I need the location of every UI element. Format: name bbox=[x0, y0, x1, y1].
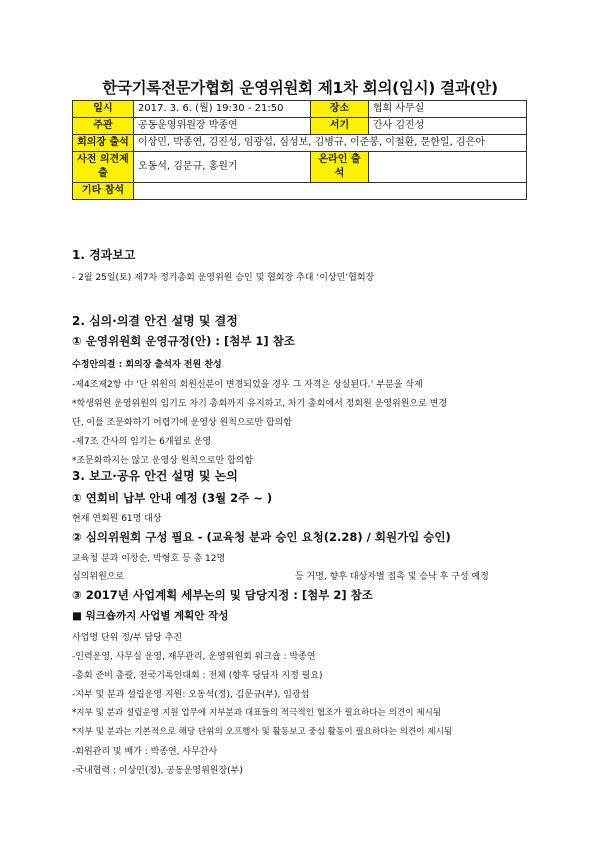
host-label: 주관 bbox=[73, 118, 134, 135]
section-3-item-3-line: *지부 및 분과는 기본적으로 해당 단위의 오프행사 및 활동보고 중심 활동이 필요하다는 의견이 제시됨 bbox=[72, 727, 453, 737]
section-3-item-2-line-end: 등 거명, 향후 대상자별 접촉 및 승낙 후 구성 예정 bbox=[295, 572, 489, 582]
secretary-value: 간사 김진성 bbox=[368, 118, 526, 135]
table-row bbox=[73, 135, 527, 152]
section-3-item-2-heading: ② 심의위원회 구성 필요 - (교육청 분과 승인 요청(2.28) / 회원가입 승인) bbox=[72, 530, 451, 544]
attendees-label: 회의장 출석 bbox=[73, 135, 134, 152]
table-row bbox=[73, 101, 527, 118]
table-row bbox=[73, 183, 527, 200]
section-3-item-1-heading: ① 연회비 납부 안내 예정 (3월 2주 ~ ) bbox=[72, 491, 273, 505]
section-2-item-1-line: -제4조제2항 中 ‘단 위원의 회원신분이 변경되었을 경우 그 자격은 상실된다.’ 부분을 삭제 bbox=[72, 380, 423, 390]
date-label: 일시 bbox=[73, 101, 134, 118]
section-2-heading: 2. 심의·의결 안건 설명 및 결정 bbox=[72, 314, 238, 328]
online-attendance-value bbox=[368, 152, 526, 183]
section-1-heading: 1. 경과보고 bbox=[72, 248, 136, 262]
section-2-item-1-heading: ① 운영위원회 운영규정(안) : [첨부 1] 참조 bbox=[72, 334, 295, 348]
section-3-item-3-subheading: ■ 워크숍까지 사업별 계획안 작성 bbox=[72, 610, 229, 622]
prior-opinion-label: 사전 의견제출 bbox=[73, 152, 134, 183]
document-title: 한국기록전문가협회 운영위원회 제1차 회의(임시) 결과(안) bbox=[102, 79, 498, 97]
section-2-item-1-line: 단, 이를 조문화하기 어렵기에 운영상 원칙으로만 합의함 bbox=[72, 418, 292, 428]
place-value: 협회 사무실 bbox=[368, 101, 526, 118]
section-3-item-2-line: 교육청 분과 이창순, 박형호 등 총 12명 bbox=[72, 554, 226, 564]
date-value: 2017. 3. 6. (월) 19:30 - 21:50 bbox=[133, 101, 310, 118]
section-3-item-2-line-start: 심의위원으로 bbox=[72, 572, 125, 582]
section-3-heading: 3. 보고·공유 안건 설명 및 논의 bbox=[72, 469, 238, 483]
table-row bbox=[73, 118, 527, 135]
prior-opinion-value: 오동석, 김문규, 홍원기 bbox=[133, 152, 310, 183]
table-row bbox=[73, 152, 527, 183]
section-2-item-1-line: *학생위원 운영위원의 임기도 차기 총회까지 유지하고, 차기 총회에서 정회원 운영위원으로 변경 bbox=[72, 399, 448, 409]
section-3-item-3-line: -지부 및 분과 설립운영 지원: 오동석(정), 김문규(부), 임광섭 bbox=[72, 690, 310, 700]
section-3-item-3-line: -인력운영, 사무실 운영, 재무관리, 운영위원회 워크숍 : 박종연 bbox=[72, 652, 316, 662]
section-3-item-3-heading: ③ 2017년 사업계획 세부논의 및 담당지정 : [첨부 2] 참조 bbox=[72, 588, 373, 602]
meeting-info-table bbox=[72, 100, 527, 200]
section-3-item-3-line: 사업명 단위 정/부 담당 추진 bbox=[72, 633, 183, 643]
other-attendance-value bbox=[133, 183, 526, 200]
section-3-item-3-line: *지부 및 분과 설립운영 지원 업무에 지부분과 대표들의 적극적인 협조가 필요하다는 의견이 제시됨 bbox=[72, 708, 442, 718]
attendees-value: 이상민, 박종연, 김진성, 임광섭, 심성보, 김병규, 이준봉, 이철환, 문한일, 김은아 bbox=[133, 135, 526, 152]
section-3-item-3-line: -국내협력 : 이상민(정), 공동운영위원장(부) bbox=[72, 766, 243, 776]
online-attendance-label: 온라인 출석 bbox=[311, 152, 369, 183]
section-3-item-1-line: 현재 연회원 61명 대상 bbox=[72, 514, 162, 524]
section-3-item-3-line: -회원관리 및 배가 : 박종연, 사무간사 bbox=[72, 747, 218, 757]
section-2-item-1-line: -제7조 간사의 임기는 6개월로 운영 bbox=[72, 437, 212, 447]
section-2-item-1-line: *조문화하지는 않고 운영상 원칙으로만 합의함 bbox=[72, 456, 254, 466]
other-attendance-label: 기타 참석 bbox=[73, 183, 134, 200]
section-3-item-3-line: -총회 준비 총괄, 전국기록인대회 : 전체 (향후 당담자 지정 필요) bbox=[72, 671, 323, 681]
host-value: 공동운영위원장 박종연 bbox=[133, 118, 310, 135]
section-2-item-1-resolution: 수정안의결 : 회의장 출석자 전원 찬성 bbox=[72, 360, 222, 370]
place-label: 장소 bbox=[311, 101, 369, 118]
secretary-label: 서기 bbox=[311, 118, 369, 135]
section-1-line: - 2월 25일(토) 제7차 정기총회 운영위원 승인 및 협회장 추대 ‘이상민’협회장 bbox=[72, 273, 375, 283]
